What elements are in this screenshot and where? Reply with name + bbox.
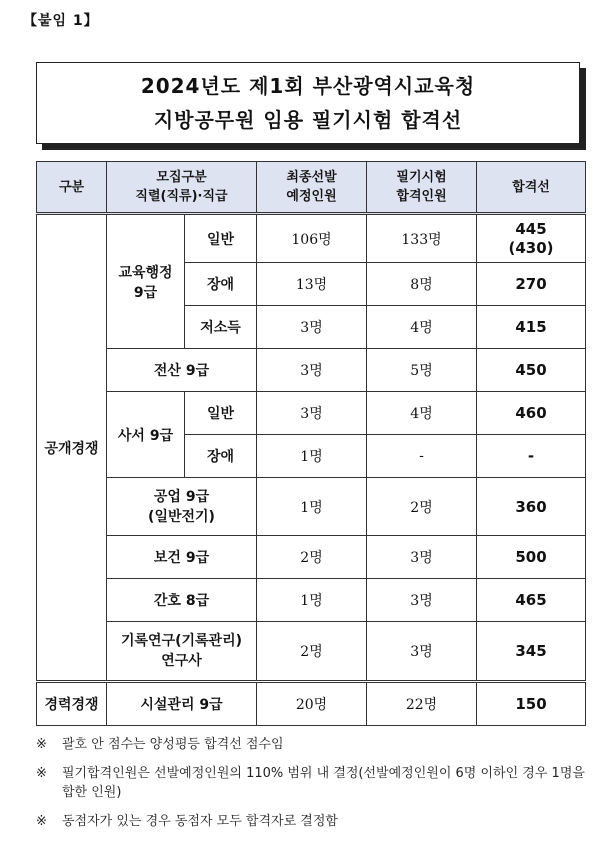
sub-lib-disabled: 장애 bbox=[185, 435, 257, 478]
series-nursing: 간호 8급 bbox=[107, 579, 257, 622]
note-text: 필기합격인원은 선발예정인원의 110% 범위 내 결정(선발예정인원이 6명 이하인 경우 1명을 합한 인원) bbox=[62, 766, 585, 800]
note-mark: ※ bbox=[36, 814, 47, 829]
header-final-line1: 최종선발 bbox=[286, 170, 337, 185]
table-row bbox=[37, 478, 586, 536]
note-mark: ※ bbox=[36, 737, 47, 752]
attachment-label: 【붙임 1】 bbox=[23, 13, 99, 29]
header-written bbox=[367, 162, 477, 214]
sub-edu-general: 일반 bbox=[185, 214, 257, 263]
table-row bbox=[37, 536, 586, 579]
written-edu-general: 133명 bbox=[367, 214, 477, 263]
sub-lib-general: 일반 bbox=[185, 392, 257, 435]
final-computing: 3명 bbox=[257, 349, 367, 392]
final-edu-disabled: 13명 bbox=[257, 263, 367, 306]
title-box bbox=[36, 62, 580, 144]
group-career: 경력경쟁 bbox=[37, 682, 107, 726]
cutoff-edu-general-gender: (430) bbox=[508, 238, 554, 257]
header-written-line1: 필기시험 bbox=[396, 170, 447, 185]
table-row bbox=[37, 392, 586, 435]
series-edu-admin-line2: 9급 bbox=[133, 284, 158, 301]
header-category: 구분 bbox=[37, 162, 107, 214]
final-industrial: 1명 bbox=[257, 478, 367, 536]
header-final bbox=[257, 162, 367, 214]
series-edu-admin bbox=[107, 214, 185, 349]
header-row bbox=[37, 162, 586, 214]
note-mark: ※ bbox=[36, 766, 47, 781]
title-line-2: 지방공무원 임용 필기시험 합격선 bbox=[153, 108, 463, 132]
header-written-line2: 합격인원 bbox=[396, 189, 447, 204]
cutoff-computing: 450 bbox=[477, 349, 586, 392]
final-lib-disabled: 1명 bbox=[257, 435, 367, 478]
cutoff-edu-lowincome: 415 bbox=[477, 306, 586, 349]
note-text: 괄호 안 점수는 양성평등 합격선 점수임 bbox=[62, 737, 284, 752]
written-lib-general: 4명 bbox=[367, 392, 477, 435]
cutoff-nursing: 465 bbox=[477, 579, 586, 622]
final-facility: 20명 bbox=[257, 682, 367, 726]
notes bbox=[36, 735, 596, 841]
note-item bbox=[36, 764, 596, 802]
header-final-line2: 예정인원 bbox=[286, 189, 337, 204]
cutoff-edu-general-score: 445 bbox=[515, 219, 547, 238]
cutoff-records: 345 bbox=[477, 622, 586, 682]
written-industrial: 2명 bbox=[367, 478, 477, 536]
sub-edu-disabled: 장애 bbox=[185, 263, 257, 306]
written-lib-disabled: - bbox=[367, 435, 477, 478]
group-open: 공개경쟁 bbox=[37, 214, 107, 682]
series-facility: 시설관리 9급 bbox=[107, 682, 257, 726]
written-computing: 5명 bbox=[367, 349, 477, 392]
sub-edu-lowincome: 저소득 bbox=[185, 306, 257, 349]
header-recruit bbox=[107, 162, 257, 214]
title-line-1: 2024년도 제1회 부산광역시교육청 bbox=[140, 74, 476, 98]
note-text: 동점자가 있는 경우 동점자 모두 합격자로 결정함 bbox=[62, 814, 338, 829]
series-records-line1: 기록연구(기록관리) bbox=[121, 633, 242, 649]
series-records bbox=[107, 622, 257, 682]
cutoff-lib-disabled: - bbox=[477, 435, 586, 478]
header-recruit-line1: 모집구분 bbox=[156, 170, 207, 185]
series-health: 보건 9급 bbox=[107, 536, 257, 579]
series-librarian: 사서 9급 bbox=[107, 392, 185, 478]
table-row bbox=[37, 579, 586, 622]
written-health: 3명 bbox=[367, 536, 477, 579]
written-edu-disabled: 8명 bbox=[367, 263, 477, 306]
results-table bbox=[36, 161, 586, 726]
header-cutoff: 합격선 bbox=[477, 162, 586, 214]
final-edu-general: 106명 bbox=[257, 214, 367, 263]
written-nursing: 3명 bbox=[367, 579, 477, 622]
table-row bbox=[37, 682, 586, 726]
series-industrial bbox=[107, 478, 257, 536]
series-edu-admin-line1: 교육행정 bbox=[118, 264, 173, 281]
series-industrial-line1: 공업 9급 bbox=[153, 488, 210, 505]
header-recruit-line2: 직렬(직류)·직급 bbox=[135, 189, 228, 204]
series-computing: 전산 9급 bbox=[107, 349, 257, 392]
cutoff-lib-general: 460 bbox=[477, 392, 586, 435]
table-row bbox=[37, 622, 586, 682]
cutoff-health: 500 bbox=[477, 536, 586, 579]
final-nursing: 1명 bbox=[257, 579, 367, 622]
final-edu-lowincome: 3명 bbox=[257, 306, 367, 349]
note-item bbox=[36, 735, 596, 754]
cutoff-edu-disabled: 270 bbox=[477, 263, 586, 306]
written-facility: 22명 bbox=[367, 682, 477, 726]
note-item bbox=[36, 812, 596, 831]
cutoff-edu-general bbox=[477, 214, 586, 263]
written-edu-lowincome: 4명 bbox=[367, 306, 477, 349]
table-row bbox=[37, 349, 586, 392]
table-row bbox=[37, 214, 586, 263]
final-health: 2명 bbox=[257, 536, 367, 579]
final-records: 2명 bbox=[257, 622, 367, 682]
cutoff-industrial: 360 bbox=[477, 478, 586, 536]
series-records-line2: 연구사 bbox=[161, 653, 202, 669]
final-lib-general: 3명 bbox=[257, 392, 367, 435]
written-records: 3명 bbox=[367, 622, 477, 682]
series-industrial-line2: (일반전기) bbox=[148, 508, 215, 525]
cutoff-facility: 150 bbox=[477, 682, 586, 726]
